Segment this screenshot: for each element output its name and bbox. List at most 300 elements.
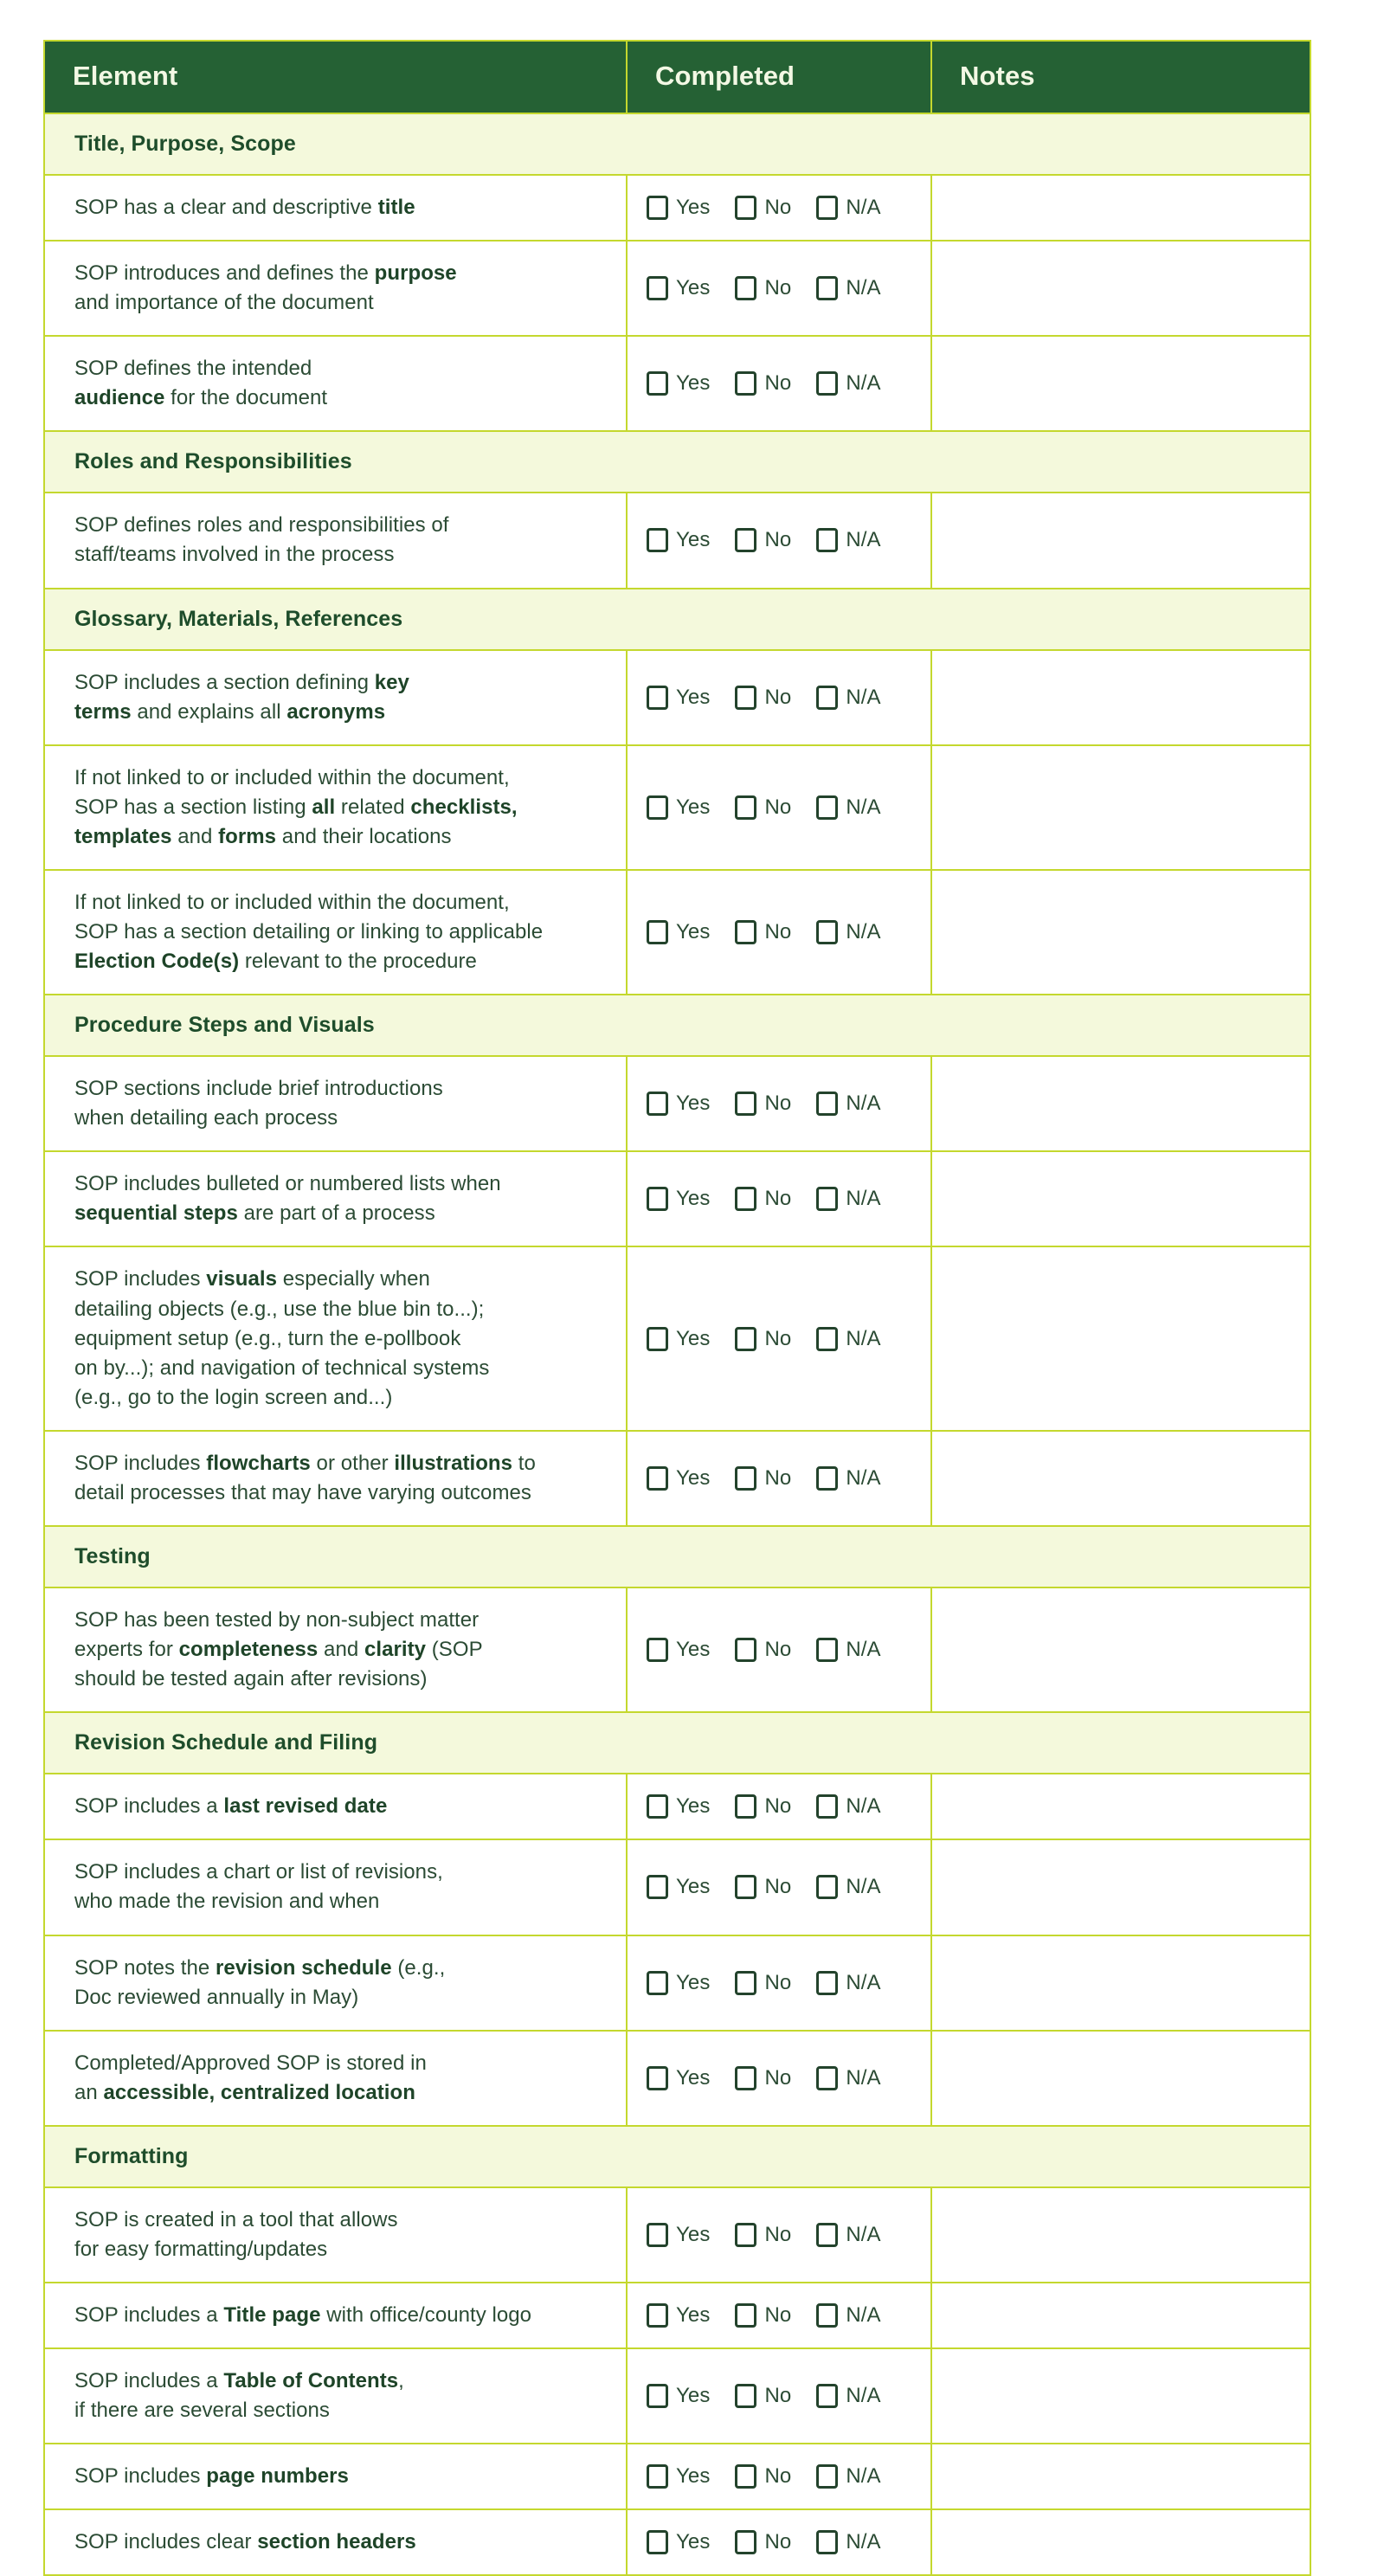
checkbox-option-no[interactable] (735, 1092, 791, 1116)
notes-cell[interactable] (931, 1774, 1310, 1839)
element-text: SOP defines the intended audience for the document (74, 357, 328, 410)
completed-cell (627, 2187, 931, 2283)
completed-cell (627, 2031, 931, 2126)
checkbox-label-yes: Yes (676, 1092, 711, 1116)
checkbox-option-no[interactable] (735, 1187, 791, 1211)
completed-cell (627, 2348, 931, 2444)
checkbox-option-no[interactable] (735, 2530, 791, 2554)
checkbox-option-no[interactable] (735, 1638, 791, 1662)
checkbox-label-yes: Yes (676, 2222, 711, 2246)
table-row (44, 2283, 1310, 2348)
element-text: SOP includes a chart or list of revisions, who made the revision and when (74, 1860, 443, 1914)
element-cell (44, 1839, 627, 1935)
element-cell (44, 1056, 627, 1151)
notes-cell[interactable] (931, 493, 1310, 588)
notes-cell[interactable] (931, 1587, 1310, 1712)
checkbox-no-icon[interactable] (735, 795, 756, 820)
completed-cell (627, 1151, 931, 1246)
notes-cell[interactable] (931, 1935, 1310, 2031)
checkbox-label-no: No (764, 685, 792, 709)
notes-cell[interactable] (931, 1431, 1310, 1526)
checkbox-label-no: No (764, 1465, 792, 1490)
notes-cell[interactable] (931, 175, 1310, 241)
checkbox-option-yes[interactable] (647, 276, 710, 300)
checkbox-yes-icon[interactable] (647, 2464, 668, 2489)
checkbox-option-yes[interactable] (647, 2303, 710, 2328)
notes-cell[interactable] (931, 745, 1310, 870)
checkbox-option-no[interactable] (735, 2384, 791, 2408)
completed-cell (627, 1935, 931, 2031)
checkbox-na-icon[interactable] (816, 1971, 838, 1995)
checkbox-label-na: N/A (846, 1875, 881, 1899)
element-cell (44, 870, 627, 995)
checkbox-na-icon[interactable] (816, 2530, 838, 2554)
checkbox-option-na[interactable] (816, 2066, 880, 2090)
completed-cell (627, 1774, 931, 1839)
sop-checklist-table (43, 40, 1311, 2576)
checkbox-label-no: No (764, 528, 792, 552)
completed-cell (627, 2283, 931, 2348)
element-cell (44, 2031, 627, 2126)
checkbox-option-na[interactable] (816, 528, 880, 552)
table-row (44, 493, 1310, 588)
element-cell (44, 2187, 627, 2283)
checkbox-label-yes: Yes (676, 1326, 711, 1350)
checkbox-no-icon[interactable] (735, 2530, 756, 2554)
completed-cell (627, 1587, 931, 1712)
element-cell (44, 745, 627, 870)
table-row (44, 2348, 1310, 2444)
checkbox-option-yes[interactable] (647, 2530, 710, 2554)
checkbox-no-icon[interactable] (735, 276, 756, 300)
notes-cell[interactable] (931, 2283, 1310, 2348)
checkbox-option-yes[interactable] (647, 686, 710, 710)
table-row (44, 745, 1310, 870)
table-row (44, 1774, 1310, 1839)
checkbox-option-no[interactable] (735, 2066, 791, 2090)
checkbox-option-no[interactable] (735, 686, 791, 710)
notes-cell[interactable] (931, 2444, 1310, 2509)
checkbox-yes-icon[interactable] (647, 1092, 668, 1116)
table-header (44, 41, 1310, 113)
checkbox-yes-icon[interactable] (647, 2066, 668, 2090)
checkbox-option-no[interactable] (735, 920, 791, 944)
checkbox-label-no: No (764, 371, 792, 396)
column-header-notes: Notes (931, 41, 1310, 113)
checkbox-label-na: N/A (846, 1092, 881, 1116)
checkbox-option-na[interactable] (816, 1327, 880, 1351)
element-text: SOP includes a Table of Contents, if there are several sections (74, 2369, 404, 2423)
checkbox-option-na[interactable] (816, 1466, 880, 1491)
checkbox-yes-icon[interactable] (647, 2384, 668, 2408)
checkbox-option-yes[interactable] (647, 1875, 710, 1899)
checkbox-option-yes[interactable] (647, 2464, 710, 2489)
section-header-cell (44, 2126, 1310, 2187)
checkbox-option-yes[interactable] (647, 196, 710, 220)
completed-cell (627, 745, 931, 870)
section-title: Testing (74, 1544, 151, 1569)
checkbox-no-icon[interactable] (735, 1971, 756, 1995)
checkbox-no-icon[interactable] (735, 920, 756, 944)
checkbox-option-no[interactable] (735, 2303, 791, 2328)
section-header-cell (44, 113, 1310, 175)
notes-cell[interactable] (931, 2348, 1310, 2444)
checkbox-option-yes[interactable] (647, 1638, 710, 1662)
checkbox-label-na: N/A (846, 1465, 881, 1490)
element-text: SOP includes bulleted or numbered lists when sequential steps are part of a process (74, 1172, 501, 1226)
checkbox-label-na: N/A (846, 920, 881, 944)
checkbox-option-na[interactable] (816, 1187, 880, 1211)
table-row (44, 1587, 1310, 1712)
checkbox-yes-icon[interactable] (647, 1638, 668, 1662)
checkbox-na-icon[interactable] (816, 196, 838, 220)
checkbox-no-icon[interactable] (735, 686, 756, 710)
checkbox-option-na[interactable] (816, 1875, 880, 1899)
completed-cell (627, 2444, 931, 2509)
column-header-element: Element (44, 41, 627, 113)
section-header-row (44, 1526, 1310, 1587)
notes-cell[interactable] (931, 650, 1310, 745)
checkbox-label-yes: Yes (676, 1638, 711, 1662)
section-title: Roles and Responsibilities (74, 449, 352, 474)
checkbox-na-icon[interactable] (816, 1187, 838, 1211)
checkbox-yes-icon[interactable] (647, 196, 668, 220)
checkbox-option-yes[interactable] (647, 1794, 710, 1819)
notes-cell[interactable] (931, 336, 1310, 431)
checkbox-label-na: N/A (846, 2384, 881, 2408)
checkbox-group (647, 2223, 930, 2247)
checkbox-option-yes[interactable] (647, 2223, 710, 2247)
checkbox-yes-icon[interactable] (647, 528, 668, 552)
element-text: SOP sections include brief introductions when detailing each process (74, 1077, 443, 1130)
table-row (44, 2444, 1310, 2509)
element-text: SOP includes visuals especially when detailing objects (e.g., use the blue bin to...); equipment setup (e.g., turn the e-pollbook on by...); and navigation of technical systems (e.g., go to the login screen and...) (74, 1267, 490, 1409)
checkbox-na-icon[interactable] (816, 920, 838, 944)
checkbox-label-no: No (764, 2530, 792, 2554)
notes-cell[interactable] (931, 1151, 1310, 1246)
checkbox-option-na[interactable] (816, 371, 880, 396)
checkbox-option-na[interactable] (816, 1092, 880, 1116)
checkbox-na-icon[interactable] (816, 1466, 838, 1491)
notes-cell[interactable] (931, 870, 1310, 995)
checkbox-option-no[interactable] (735, 1875, 791, 1899)
element-text: If not linked to or included within the document, SOP has a section listing all related checklists, templates and forms and their locations (74, 765, 518, 848)
checkbox-na-icon[interactable] (816, 371, 838, 396)
checkbox-na-icon[interactable] (816, 1092, 838, 1116)
element-text: SOP includes a section defining key terms and explains all acronyms (74, 670, 409, 724)
completed-cell (627, 493, 931, 588)
notes-cell[interactable] (931, 2031, 1310, 2126)
checkbox-no-icon[interactable] (735, 1638, 756, 1662)
checkbox-label-no: No (764, 795, 792, 819)
checkbox-label-na: N/A (846, 371, 881, 396)
checkbox-label-na: N/A (846, 196, 881, 220)
checkbox-yes-icon[interactable] (647, 371, 668, 396)
checkbox-option-no[interactable] (735, 196, 791, 220)
checkbox-no-icon[interactable] (735, 371, 756, 396)
checkbox-no-icon[interactable] (735, 1187, 756, 1211)
checkbox-option-yes[interactable] (647, 2384, 710, 2408)
checkbox-label-yes: Yes (676, 2303, 711, 2327)
notes-cell[interactable] (931, 1246, 1310, 1430)
checkbox-yes-icon[interactable] (647, 1327, 668, 1351)
checkbox-option-no[interactable] (735, 276, 791, 300)
checkbox-option-na[interactable] (816, 1971, 880, 1995)
section-header-cell (44, 1526, 1310, 1587)
checkbox-option-no[interactable] (735, 2223, 791, 2247)
notes-cell[interactable] (931, 2187, 1310, 2283)
checkbox-no-icon[interactable] (735, 1092, 756, 1116)
checkbox-label-no: No (764, 920, 792, 944)
checkbox-option-no[interactable] (735, 1466, 791, 1491)
checkbox-option-na[interactable] (816, 2384, 880, 2408)
checkbox-no-icon[interactable] (735, 2223, 756, 2247)
checkbox-label-na: N/A (846, 685, 881, 709)
checkbox-label-no: No (764, 1326, 792, 1350)
element-cell (44, 1431, 627, 1526)
checkbox-option-na[interactable] (816, 276, 880, 300)
section-header-cell (44, 589, 1310, 650)
checkbox-yes-icon[interactable] (647, 2223, 668, 2247)
checkbox-yes-icon[interactable] (647, 2530, 668, 2554)
checkbox-no-icon[interactable] (735, 1794, 756, 1819)
checkbox-option-yes[interactable] (647, 1971, 710, 1995)
checkbox-yes-icon[interactable] (647, 920, 668, 944)
checkbox-na-icon[interactable] (816, 1794, 838, 1819)
table-row (44, 175, 1310, 241)
checkbox-option-no[interactable] (735, 795, 791, 820)
checkbox-option-yes[interactable] (647, 1092, 710, 1116)
checkbox-label-no: No (764, 2384, 792, 2408)
checkbox-label-yes: Yes (676, 2464, 711, 2489)
checkbox-option-yes[interactable] (647, 2066, 710, 2090)
checkbox-option-yes[interactable] (647, 795, 710, 820)
checkbox-group (647, 2303, 930, 2328)
checkbox-option-na[interactable] (816, 2530, 880, 2554)
table-row (44, 241, 1310, 336)
checkbox-label-na: N/A (846, 2464, 881, 2489)
completed-cell (627, 175, 931, 241)
checkbox-option-yes[interactable] (647, 920, 710, 944)
element-text: SOP includes clear section headers (74, 2530, 416, 2554)
section-header-row (44, 2126, 1310, 2187)
checkbox-na-icon[interactable] (816, 1327, 838, 1351)
completed-cell (627, 1839, 931, 1935)
checkbox-label-yes: Yes (676, 1187, 711, 1211)
checkbox-label-yes: Yes (676, 920, 711, 944)
checkbox-no-icon[interactable] (735, 2303, 756, 2328)
checkbox-label-na: N/A (846, 795, 881, 819)
checkbox-option-no[interactable] (735, 1794, 791, 1819)
completed-cell (627, 650, 931, 745)
checkbox-option-no[interactable] (735, 1327, 791, 1351)
section-header-row (44, 431, 1310, 493)
notes-cell[interactable] (931, 2509, 1310, 2575)
element-cell (44, 175, 627, 241)
checkbox-label-yes: Yes (676, 1970, 711, 1994)
checkbox-na-icon[interactable] (816, 2384, 838, 2408)
checkbox-label-na: N/A (846, 1794, 881, 1819)
table-row (44, 2509, 1310, 2575)
checkbox-option-na[interactable] (816, 196, 880, 220)
completed-cell (627, 870, 931, 995)
element-cell (44, 1151, 627, 1246)
table-row (44, 2187, 1310, 2283)
notes-cell[interactable] (931, 1056, 1310, 1151)
checkbox-option-na[interactable] (816, 2303, 880, 2328)
element-cell (44, 2444, 627, 2509)
checkbox-label-yes: Yes (676, 795, 711, 819)
element-text: SOP has been tested by non-subject matter experts for completeness and clarity (SOP should be tested again after revisions) (74, 1608, 483, 1691)
element-text: SOP is created in a tool that allows for easy formatting/updates (74, 2207, 398, 2261)
checkbox-label-no: No (764, 2303, 792, 2327)
checkbox-no-icon[interactable] (735, 196, 756, 220)
checkbox-option-yes[interactable] (647, 1187, 710, 1211)
checkbox-label-yes: Yes (676, 685, 711, 709)
completed-cell (627, 1431, 931, 1526)
table-row (44, 870, 1310, 995)
checkbox-group (647, 1187, 930, 1211)
checkbox-option-na[interactable] (816, 2223, 880, 2247)
checkbox-yes-icon[interactable] (647, 1971, 668, 1995)
section-title: Procedure Steps and Visuals (74, 1013, 375, 1038)
element-text: SOP includes a last revised date (74, 1794, 388, 1819)
checkbox-label-yes: Yes (676, 276, 711, 300)
checkbox-label-na: N/A (846, 2303, 881, 2327)
checkbox-group (647, 2384, 930, 2408)
checkbox-option-na[interactable] (816, 1794, 880, 1819)
checkbox-group (647, 528, 930, 552)
checkbox-no-icon[interactable] (735, 2464, 756, 2489)
checkbox-label-na: N/A (846, 276, 881, 300)
checkbox-group (647, 1971, 930, 1995)
checkbox-yes-icon[interactable] (647, 795, 668, 820)
checkbox-option-no[interactable] (735, 371, 791, 396)
checkbox-group (647, 276, 930, 300)
checkbox-label-yes: Yes (676, 1465, 711, 1490)
checkbox-yes-icon[interactable] (647, 686, 668, 710)
checkbox-label-na: N/A (846, 1970, 881, 1994)
checkbox-option-no[interactable] (735, 1971, 791, 1995)
checkbox-option-na[interactable] (816, 795, 880, 820)
checkbox-yes-icon[interactable] (647, 1794, 668, 1819)
checkbox-option-na[interactable] (816, 1638, 880, 1662)
checkbox-na-icon[interactable] (816, 276, 838, 300)
section-header-row (44, 113, 1310, 175)
checkbox-group (647, 1327, 930, 1351)
element-cell (44, 1774, 627, 1839)
notes-cell[interactable] (931, 1839, 1310, 1935)
section-header-cell (44, 995, 1310, 1056)
element-text: SOP notes the revision schedule (e.g., Doc reviewed annually in May) (74, 1955, 446, 2009)
checkbox-option-no[interactable] (735, 528, 791, 552)
checkbox-label-no: No (764, 2464, 792, 2489)
checkbox-label-no: No (764, 1638, 792, 1662)
checkbox-na-icon[interactable] (816, 1875, 838, 1899)
table-row (44, 1935, 1310, 2031)
checkbox-na-icon[interactable] (816, 528, 838, 552)
checkbox-no-icon[interactable] (735, 2384, 756, 2408)
section-header-cell (44, 431, 1310, 493)
checkbox-option-yes[interactable] (647, 1327, 710, 1351)
checkbox-label-yes: Yes (676, 2065, 711, 2090)
checkbox-option-na[interactable] (816, 2464, 880, 2489)
checkbox-label-yes: Yes (676, 371, 711, 396)
checkbox-group (647, 1794, 930, 1819)
checkbox-na-icon[interactable] (816, 2303, 838, 2328)
checkbox-option-na[interactable] (816, 920, 880, 944)
table-row (44, 1431, 1310, 1526)
checkbox-option-no[interactable] (735, 2464, 791, 2489)
table-row (44, 1246, 1310, 1430)
checkbox-no-icon[interactable] (735, 2066, 756, 2090)
element-cell (44, 650, 627, 745)
checkbox-label-no: No (764, 1970, 792, 1994)
checkbox-no-icon[interactable] (735, 1466, 756, 1491)
element-text: SOP has a clear and descriptive title (74, 196, 415, 219)
checkbox-label-yes: Yes (676, 528, 711, 552)
checkbox-option-yes[interactable] (647, 371, 710, 396)
checkbox-no-icon[interactable] (735, 528, 756, 552)
checkbox-na-icon[interactable] (816, 2464, 838, 2489)
checkbox-label-yes: Yes (676, 2530, 711, 2554)
element-text: SOP includes page numbers (74, 2464, 349, 2489)
section-header-row (44, 995, 1310, 1056)
checkbox-label-no: No (764, 2065, 792, 2090)
element-cell (44, 2283, 627, 2348)
checkbox-label-no: No (764, 276, 792, 300)
checkbox-yes-icon[interactable] (647, 2303, 668, 2328)
element-text: If not linked to or included within the document, SOP has a section detailing or linking to applicable Election Code(s) relevant to the procedure (74, 890, 544, 974)
checkbox-yes-icon[interactable] (647, 1875, 668, 1899)
checkbox-label-yes: Yes (676, 1794, 711, 1819)
checkbox-label-no: No (764, 1187, 792, 1211)
completed-cell (627, 2509, 931, 2575)
checkbox-label-na: N/A (846, 1187, 881, 1211)
checkbox-yes-icon[interactable] (647, 1187, 668, 1211)
completed-cell (627, 241, 931, 336)
table-row (44, 1151, 1310, 1246)
element-cell (44, 493, 627, 588)
checkbox-group (647, 1466, 930, 1491)
table-row (44, 336, 1310, 431)
notes-cell[interactable] (931, 241, 1310, 336)
checkbox-na-icon[interactable] (816, 686, 838, 710)
element-text: SOP defines roles and responsibilities of staff/teams involved in the process (74, 513, 449, 567)
checkbox-na-icon[interactable] (816, 2223, 838, 2247)
checkbox-yes-icon[interactable] (647, 276, 668, 300)
section-title: Formatting (74, 2143, 189, 2168)
checkbox-no-icon[interactable] (735, 1875, 756, 1899)
checkbox-option-na[interactable] (816, 686, 880, 710)
checkbox-label-na: N/A (846, 2065, 881, 2090)
checkbox-na-icon[interactable] (816, 1638, 838, 1662)
checkbox-option-yes[interactable] (647, 528, 710, 552)
section-title: Title, Purpose, Scope (74, 132, 296, 156)
checkbox-yes-icon[interactable] (647, 1466, 668, 1491)
element-cell (44, 336, 627, 431)
checkbox-group (647, 920, 930, 944)
checkbox-no-icon[interactable] (735, 1327, 756, 1351)
checkbox-group (647, 1875, 930, 1899)
table-body (44, 113, 1310, 2575)
checkbox-na-icon[interactable] (816, 2066, 838, 2090)
table-row (44, 1839, 1310, 1935)
checkbox-group (647, 1638, 930, 1662)
checkbox-na-icon[interactable] (816, 795, 838, 820)
checkbox-group (647, 2066, 930, 2090)
checkbox-option-yes[interactable] (647, 1466, 710, 1491)
